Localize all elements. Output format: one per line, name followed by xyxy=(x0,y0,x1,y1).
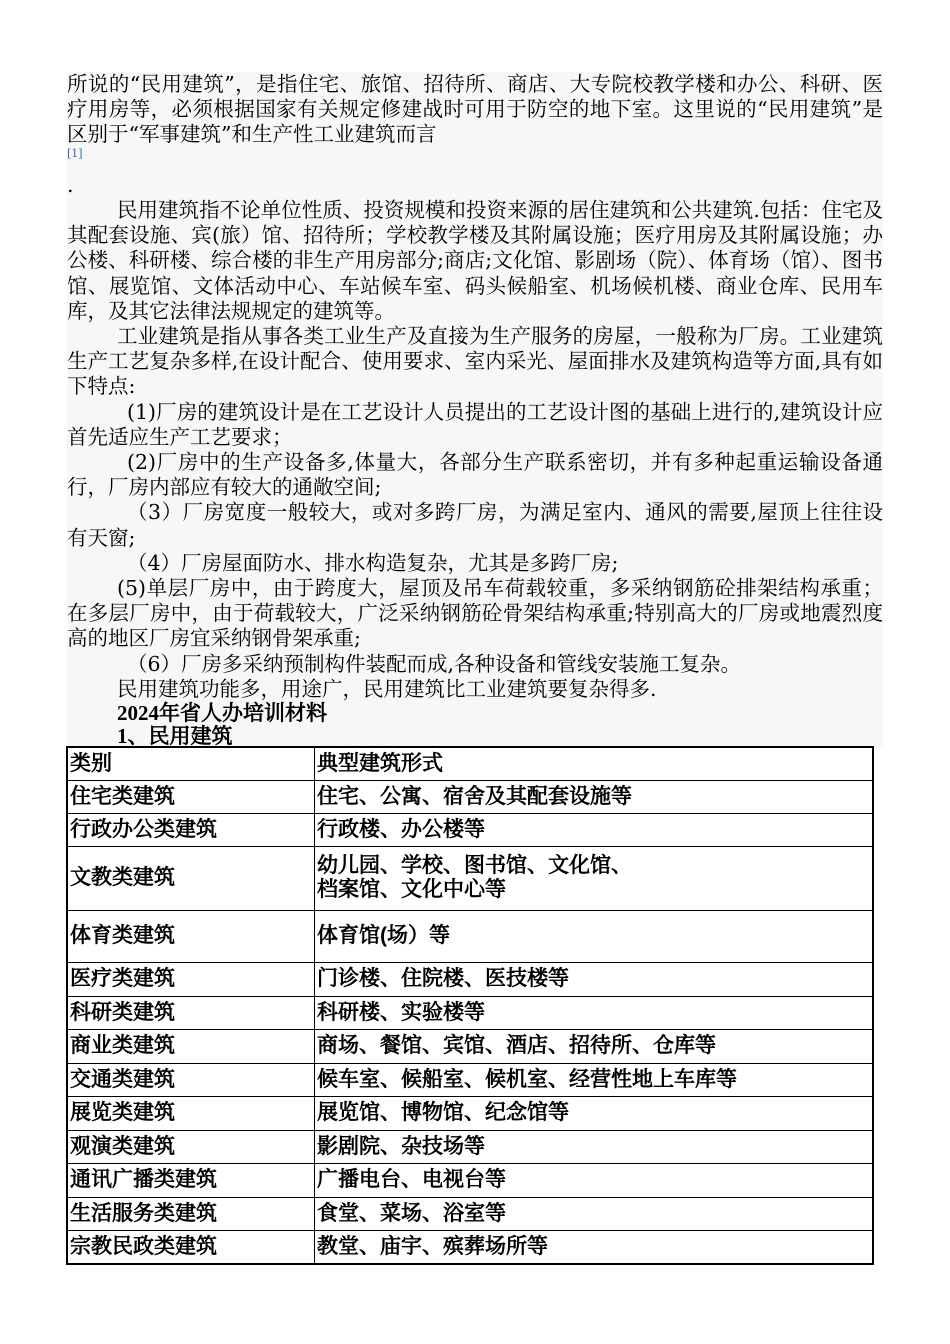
paragraph-feature-5: (5)单层厂房中，由于跨度大，屋顶及吊车荷载较重，多采纳钢筋砼排架结构承重；在多层厂房中，由于荷载较大，广泛采纳钢筋砼骨架结构承重;特别高大的厂房或地震烈度高的地区厂房宜采纳钢骨架承重; xyxy=(67,576,883,651)
paragraph-comparison: 民用建筑功能多，用途广，民用建筑比工业建筑要复杂得多. xyxy=(117,676,657,701)
table-cell-forms: 食堂、菜场、浴室等 xyxy=(315,1197,874,1230)
table-cell-category: 生活服务类建筑 xyxy=(67,1197,315,1230)
table-row xyxy=(67,996,873,1029)
paragraph-civil-definition: 所说的“民用建筑”，是指住宅、旅馆、招待所、商店、大专院校教学楼和办公、科研、医疗用房等，必须根据国家有关规定修建战时可用于防空的地下室。这里说的“民用建筑”是区别于“军事建筑”和生产性工业建筑而言 [1] . xyxy=(67,72,883,197)
table-row xyxy=(67,1163,873,1197)
table-row xyxy=(67,846,873,910)
table-row xyxy=(67,1096,873,1130)
table-header-forms: 典型建筑形式 xyxy=(315,747,874,780)
table-cell-category: 医疗类建筑 xyxy=(67,962,315,996)
table-cell-category: 展览类建筑 xyxy=(67,1096,315,1130)
paragraph-feature-1: (1)厂房的建筑设计是在工艺设计人员提出的工艺设计图的基础上进行的,建筑设计应首先适应生产工艺要求； xyxy=(67,399,883,449)
paragraph-feature-3: （3）厂房宽度一般较大，或对多跨厂房，为满足室内、通风的需要,屋顶上往往设有天窗; xyxy=(67,500,883,550)
table-cell-forms: 行政楼、办公楼等 xyxy=(315,813,874,846)
table-row xyxy=(67,1130,873,1163)
paragraph-end-mark: . xyxy=(67,172,74,197)
paragraph-feature-2: (2)厂房中的生产设备多,体量大，各部分生产联系密切，并有多种起重运输设备通行，厂房内部应有较大的通敞空间; xyxy=(67,450,883,500)
table-cell-forms: 体育馆(场）等 xyxy=(315,910,874,962)
table-cell-forms: 候车室、候船室、候机室、经营性地上车库等 xyxy=(315,1063,874,1096)
table-cell-forms: 影剧院、杂技场等 xyxy=(315,1130,874,1163)
table-cell-forms: 展览馆、博物馆、纪念馆等 xyxy=(315,1096,874,1130)
table-row xyxy=(67,962,873,996)
table-cell-category: 观演类建筑 xyxy=(67,1130,315,1163)
building-types-table xyxy=(66,746,874,1265)
table-cell-category: 科研类建筑 xyxy=(67,996,315,1029)
table-cell-category: 体育类建筑 xyxy=(67,910,315,962)
table-cell-forms: 门诊楼、住院楼、医技楼等 xyxy=(315,962,874,996)
table-cell-forms: 广播电台、电视台等 xyxy=(315,1163,874,1197)
table-cell-category: 行政办公类建筑 xyxy=(67,813,315,846)
footnote-link[interactable]: [1] xyxy=(67,146,83,160)
table-cell-category: 商业类建筑 xyxy=(67,1029,315,1063)
table-cell-category: 文教类建筑 xyxy=(67,846,315,910)
table-row xyxy=(67,813,873,846)
table-cell-forms: 住宅、公寓、宿舍及其配套设施等 xyxy=(315,780,874,813)
table-cell-category: 通讯广播类建筑 xyxy=(67,1163,315,1197)
table-row xyxy=(67,1063,873,1096)
table-row xyxy=(67,910,873,962)
paragraph-industrial-definition: 工业建筑是指从事各类工业生产及直接为生产服务的房屋，一般称为厂房。工业建筑生产工艺复杂多样,在设计配合、使用要求、室内采光、屋面排水及建筑构造等方面,具有如下特点: xyxy=(67,324,883,399)
paragraph-feature-4: （4）厂房屋面防水、排水构造复杂，尤其是多跨厂房; xyxy=(127,550,619,575)
table-header-category: 类别 xyxy=(67,747,315,780)
table-cell-category: 宗教民政类建筑 xyxy=(67,1230,315,1264)
table-header-row xyxy=(67,747,873,780)
table-cell-category: 住宅类建筑 xyxy=(67,780,315,813)
table-row xyxy=(67,780,873,813)
table-cell-forms: 幼儿园、学校、图书馆、文化馆、 档案馆、文化中心等 xyxy=(315,846,874,910)
table-row xyxy=(67,1197,873,1230)
table-cell-forms: 教堂、庙宇、殡葬场所等 xyxy=(315,1230,874,1264)
table-cell-forms: 商场、餐馆、宾馆、酒店、招待所、仓库等 xyxy=(315,1029,874,1063)
document-body xyxy=(67,72,883,748)
table-row xyxy=(67,1029,873,1063)
section-heading-material: 2024年省人办培训材料 xyxy=(117,701,327,726)
paragraph-feature-6: （6）厂房多采纳预制构件装配而成,各种设备和管线安装施工复杂。 xyxy=(127,651,742,676)
table-cell-category: 交通类建筑 xyxy=(67,1063,315,1096)
table-row xyxy=(67,1230,873,1264)
paragraph-civil-scope: 民用建筑指不论单位性质、投资规模和投资来源的居住建筑和公共建筑.包括：住宅及其配套设施、宾(旅）馆、招待所；学校教学楼及其附属设施；医疗用房及其附属设施；办公楼、科研楼、综合楼的非生产用房部分;商店;文化馆、影剧场（院）、体育场（馆）、图书馆、展览馆、文体活动中心、车站候车室、码头候船室、机场候机楼、商业仓库、民用车库，及其它法律法规规定的建筑等。 xyxy=(67,198,883,323)
table-cell-forms: 科研楼、实验楼等 xyxy=(315,996,874,1029)
section-heading-civil: 1、民用建筑 xyxy=(117,724,233,749)
